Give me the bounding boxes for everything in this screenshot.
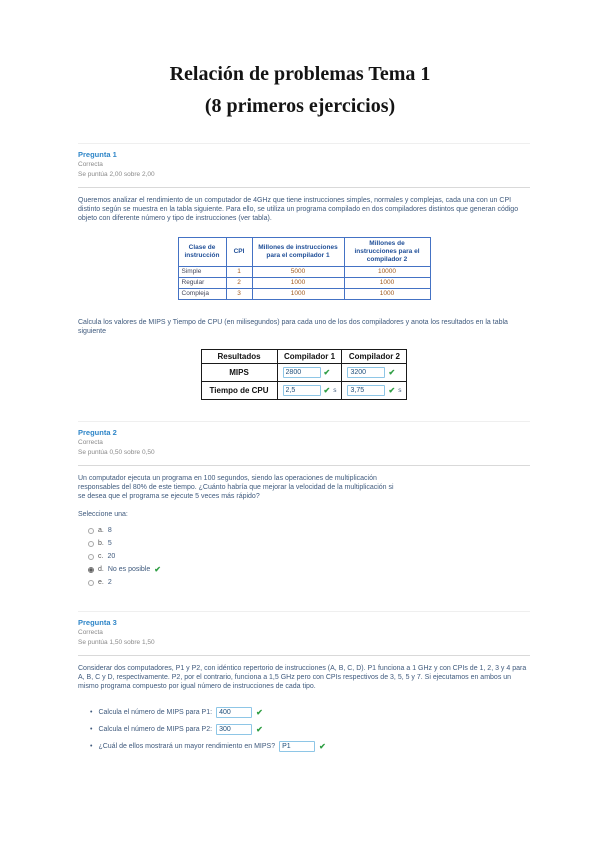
cell-comp2: 1000	[344, 278, 430, 289]
answer-option-a[interactable]	[88, 524, 530, 537]
calc-item-mips-p1	[90, 704, 530, 721]
question-text: Queremos analizar el rendimiento de un computador de 4GHz que tiene instrucciones simples, normales y complejas, cada una con un CPI distinto según se muestra en la tabla siguiente. Para ello, se utiliza un programa compilado en dos compiladores distintos que generan código objeto con diferente número y tipo de instrucciones (ver tabla).	[78, 197, 519, 222]
answer-option-c[interactable]	[88, 550, 530, 563]
column-header-compilador-1: Millones de instrucciones para el compilador 1	[252, 238, 344, 267]
mips-p2-input[interactable]	[216, 724, 252, 735]
row-label-mips: MIPS	[201, 364, 277, 382]
correct-check-icon: ✔	[323, 367, 331, 377]
question-divider	[78, 465, 530, 466]
cell-cpi: 3	[226, 289, 252, 300]
question-grade: Se puntúa 0,50 sobre 0,50	[78, 449, 155, 456]
question-grade: Se puntúa 2,00 sobre 2,00	[78, 171, 155, 178]
results-header-compilador-1: Compilador 1	[277, 350, 342, 364]
cell-clase: Regular	[178, 278, 226, 289]
table-row	[178, 278, 430, 289]
question-number: Pregunta 2	[78, 428, 117, 437]
results-table	[201, 349, 408, 400]
question-grade: Se puntúa 1,50 sobre 1,50	[78, 639, 155, 646]
question-2	[78, 421, 530, 589]
option-letter: c.	[98, 553, 104, 560]
answer-option-b[interactable]	[88, 537, 530, 550]
cell-comp1: 1000	[252, 289, 344, 300]
cell-comp2: 10000	[344, 267, 430, 278]
results-header-compilador-2: Compilador 2	[342, 350, 407, 364]
mips-comp2-cell	[342, 364, 407, 382]
correct-check-icon: ✔	[323, 385, 331, 395]
mips-comp1-input[interactable]	[283, 367, 321, 378]
radio-icon[interactable]	[88, 580, 94, 586]
instruction-table	[178, 237, 431, 300]
answer-options	[78, 524, 530, 589]
calc-item-mayor-rendimiento	[90, 738, 530, 755]
tiempo-comp1-input[interactable]	[283, 385, 321, 396]
unit-label: s	[333, 387, 337, 394]
results-row-mips	[201, 364, 407, 382]
mips-comp2-input[interactable]	[347, 367, 385, 378]
option-text: 5	[107, 540, 112, 547]
mips-p1-input[interactable]	[216, 707, 252, 718]
calc-label: • Calcula el número de MIPS para P2:	[98, 726, 213, 733]
document-title	[0, 58, 600, 122]
cell-clase: Compleja	[178, 289, 226, 300]
tiempo-comp2-cell	[342, 382, 407, 400]
results-row-tiempo	[201, 382, 407, 400]
cell-cpi: 2	[226, 278, 252, 289]
option-text: 2	[107, 579, 112, 586]
column-header-cpi: CPI	[226, 238, 252, 267]
table-row	[178, 267, 430, 278]
column-header-clase: Clase de instrucción	[178, 238, 226, 267]
cell-comp1: 5000	[252, 267, 344, 278]
question-status: Correcta	[78, 161, 103, 168]
question-status: Correcta	[78, 439, 103, 446]
radio-icon[interactable]	[88, 528, 94, 534]
option-letter: e.	[98, 579, 104, 586]
question-1-info	[78, 149, 530, 180]
question-3	[78, 611, 530, 755]
correct-check-icon: ✔	[319, 741, 326, 751]
page-content	[0, 143, 600, 755]
table-row	[178, 289, 430, 300]
option-text: 20	[107, 553, 116, 560]
correct-check-icon: ✔	[154, 564, 161, 574]
answer-option-d[interactable]	[88, 563, 530, 576]
cell-comp1: 1000	[252, 278, 344, 289]
unit-label: s	[398, 387, 402, 394]
tiempo-comp2-input[interactable]	[347, 385, 385, 396]
option-text: No es posible	[107, 566, 151, 573]
correct-check-icon: ✔	[388, 367, 396, 377]
page-title: Relación de problemas Tema 1	[169, 63, 431, 85]
question-text: Considerar dos computadores, P1 y P2, con idéntico repertorio de instrucciones (A, B, C, D). P1 funciona a 1 GHz y con CPIs de 1, 2, 3 y 4 para A, B, C y D, respectivamente. P2, por el contrario, funciona a 1,5 GHz pero con CPIs respectivos de 3, 5, 5 y 7. Si ejecutamos en ambos un mismo programa compuesto por igual número de instrucciones de cada tipo.	[78, 665, 527, 690]
calc-label: • Calcula el número de MIPS para P1:	[98, 709, 213, 716]
cell-cpi: 1	[226, 267, 252, 278]
question-status: Correcta	[78, 629, 103, 636]
question-2-info	[78, 427, 530, 458]
tiempo-comp1-cell	[277, 382, 342, 400]
answer-option-e[interactable]	[88, 576, 530, 589]
question-number: Pregunta 1	[78, 150, 117, 159]
question-divider	[78, 655, 530, 656]
radio-selected-icon[interactable]	[88, 567, 94, 573]
instruction-table-header-row	[178, 238, 430, 267]
question-text: Un computador ejecuta un programa en 100 segundos, siendo las operaciones de multiplicación responsables del 80% de este tiempo. ¿Cuánto habría que mejorar la velocidad de la multiplicación si se desea que el programa se ejecute 5 veces más rápido?	[78, 475, 394, 500]
option-text: 8	[107, 527, 112, 534]
results-header-row	[201, 350, 407, 364]
column-header-compilador-2: Millones de instrucciones para el compilador 2	[344, 238, 430, 267]
mayor-rendimiento-input[interactable]	[279, 741, 315, 752]
calc-label: • ¿Cuál de ellos mostrará un mayor rendimiento en MIPS?	[98, 743, 276, 750]
mips-comp1-cell	[277, 364, 342, 382]
option-letter: a.	[98, 527, 104, 534]
question-number: Pregunta 3	[78, 618, 117, 627]
correct-check-icon: ✔	[256, 707, 263, 717]
question-3-info	[78, 617, 530, 648]
cell-comp2: 1000	[344, 289, 430, 300]
radio-icon[interactable]	[88, 554, 94, 560]
select-one-label: Seleccione una:	[78, 511, 128, 518]
results-header-resultados: Resultados	[201, 350, 277, 364]
correct-check-icon: ✔	[388, 385, 396, 395]
question-1	[78, 143, 530, 400]
row-label-tiempo-cpu: Tiempo de CPU	[201, 382, 277, 400]
calc-item-mips-p2	[90, 721, 530, 738]
radio-icon[interactable]	[88, 541, 94, 547]
option-letter: d.	[98, 566, 104, 573]
correct-check-icon: ✔	[256, 724, 263, 734]
cell-clase: Simple	[178, 267, 226, 278]
calc-items	[78, 704, 530, 755]
question-instruction: Calcula los valores de MIPS y Tiempo de CPU (en milisegundos) para cada uno de los dos compiladores y anota los resultados en la tabla siguiente	[78, 319, 508, 335]
question-divider	[78, 187, 530, 188]
page-subtitle: (8 primeros ejercicios)	[204, 95, 396, 117]
option-letter: b.	[98, 540, 104, 547]
